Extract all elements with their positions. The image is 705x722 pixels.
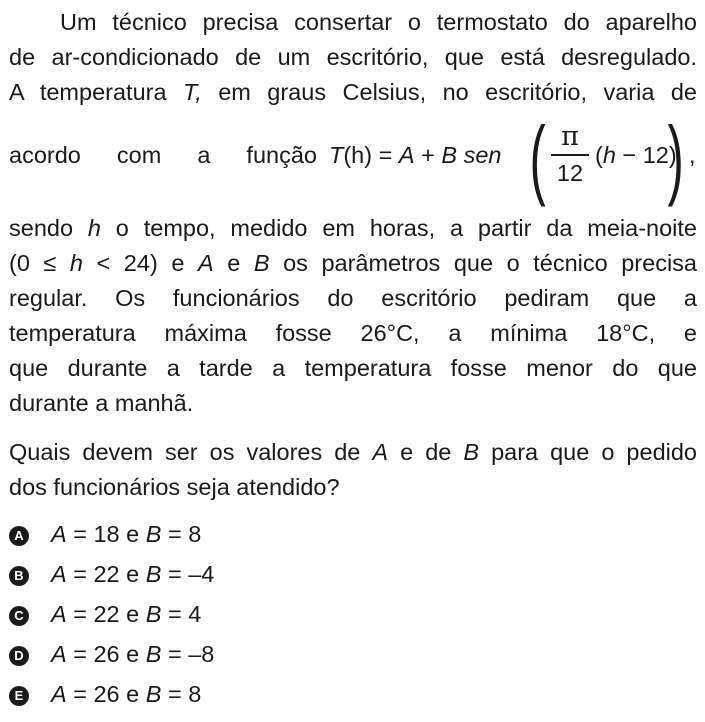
text: (0	[9, 250, 44, 276]
option-letter-badge: C	[9, 606, 29, 626]
paragraph-line-10: durante a manhã.	[9, 390, 194, 416]
text: em graus Celsius, no escritório, varia de	[201, 79, 698, 105]
text: = 26 e	[66, 641, 146, 667]
fraction-numerator: π	[561, 121, 579, 152]
text: < 24) e	[82, 250, 198, 276]
paragraph-line-3	[9, 75, 697, 109]
text: os parâmetros que o técnico precisa	[269, 250, 697, 276]
option-a[interactable]	[9, 517, 201, 551]
text: e de	[388, 439, 464, 465]
option-d[interactable]	[9, 637, 214, 671]
option-letter-badge: B	[9, 566, 29, 586]
text: (h) =	[343, 142, 399, 168]
var-B: B	[145, 521, 162, 547]
text: = 4	[161, 601, 202, 627]
paragraph-line-9: que durante a tarde a temperatura fosse menor do que	[9, 355, 697, 381]
var-B: B	[145, 641, 162, 667]
var-B: B	[463, 439, 480, 465]
paragraph-line-1	[60, 5, 697, 39]
big-paren-close: )	[667, 108, 684, 207]
var-B: B	[145, 601, 162, 627]
question-line-1	[9, 435, 697, 469]
fraction-denominator: 12	[556, 160, 584, 186]
comma: ,	[689, 142, 696, 168]
text: − 12)	[615, 142, 677, 168]
text: para que o pedido	[479, 439, 698, 465]
paragraph-line-2: de ar-condicionado de um escritório, que está desregulado.	[9, 44, 697, 70]
var-T: T	[329, 142, 344, 168]
text: = –8	[161, 641, 215, 667]
var-h: h	[87, 215, 101, 241]
var-A: A	[51, 641, 67, 667]
text: = 8	[161, 521, 202, 547]
paragraph-line-7: regular. Os funcionários do escritório pediram que a	[9, 285, 697, 311]
option-c[interactable]	[9, 597, 201, 631]
symbol-le: ≤	[43, 250, 57, 276]
text: = 22 e	[66, 601, 146, 627]
formula-tail	[595, 142, 677, 169]
var-A: A	[372, 439, 389, 465]
var-A: A	[398, 142, 415, 168]
var-A: A	[197, 250, 214, 276]
text: = 8	[161, 681, 202, 707]
var-B: B	[145, 561, 162, 587]
text: = 22 e	[66, 561, 146, 587]
text: (	[595, 142, 603, 168]
question-line-2: dos funcionários seja atendido?	[9, 474, 340, 500]
text: +	[414, 142, 442, 168]
func-sen: sen	[457, 142, 502, 168]
var-h: h	[602, 142, 616, 168]
paragraph-line-4: acordo com a função	[9, 142, 317, 168]
text: e	[213, 250, 254, 276]
text: A temperatura	[9, 79, 183, 105]
var-B: B	[441, 142, 458, 168]
fraction	[549, 120, 591, 190]
text: = 18 e	[66, 521, 146, 547]
var-T: T,	[183, 79, 202, 105]
var-h: h	[56, 250, 83, 276]
paragraph-line-5	[9, 211, 697, 245]
option-e[interactable]	[9, 677, 201, 711]
option-letter-badge: D	[9, 646, 29, 666]
formula-expression	[329, 142, 501, 169]
text: Quais devem ser os valores de	[9, 439, 373, 465]
big-paren-open: (	[529, 108, 546, 207]
var-B: B	[145, 681, 162, 707]
text: Um técnico precisa consertar o termostato do aparelho	[60, 9, 697, 35]
option-letter-badge: E	[9, 686, 29, 706]
text: sendo	[9, 215, 88, 241]
option-letter-badge: A	[9, 526, 29, 546]
paragraph-line-8: temperatura máxima fosse 26°C, a mínima 18°C, e	[9, 320, 697, 346]
text: = –4	[161, 561, 215, 587]
var-A: A	[51, 561, 67, 587]
var-A: A	[51, 521, 67, 547]
option-b[interactable]	[9, 557, 214, 591]
var-B: B	[253, 250, 270, 276]
paragraph-line-6	[9, 246, 697, 280]
var-A: A	[51, 601, 67, 627]
var-A: A	[51, 681, 67, 707]
text: = 26 e	[66, 681, 146, 707]
formula-line	[9, 108, 699, 207]
text: o tempo, medido em horas, a partir da meia-noite	[100, 215, 697, 241]
